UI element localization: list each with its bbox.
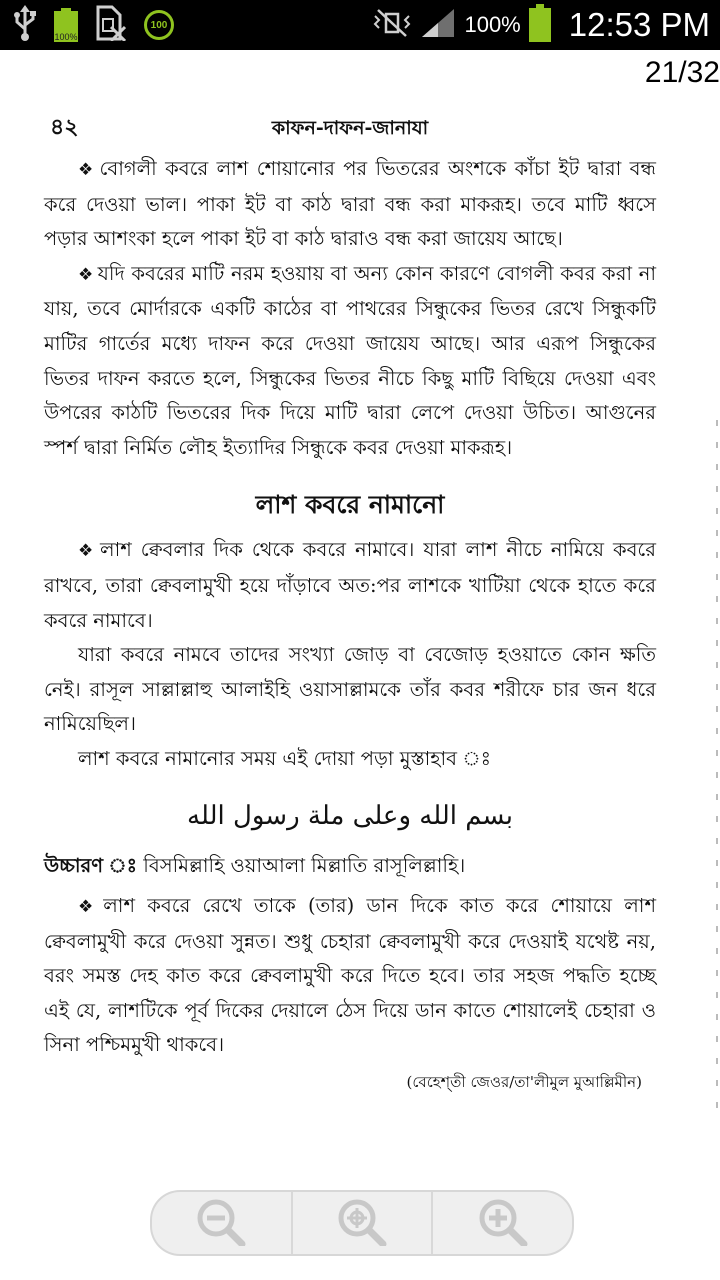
bullet-icon: ❖ [78, 264, 94, 285]
battery-icon [529, 4, 551, 46]
paragraph [44, 533, 656, 638]
zoom-controls [150, 1190, 574, 1256]
source-citation: (বেহেশ্‌তী জেওর/তা'লীমুল মুআল্লিমীন) [406, 1073, 642, 1092]
battery-percent: 100% [464, 12, 521, 37]
sync-100-icon [144, 10, 174, 40]
paragraph-text: বোগলী কবরে লাশ শোয়ানোর পর ভিতরের অংশকে কাঁচা ইট দ্বারা বন্ধ করে দেওয়া ভাল। পাকা ইট বা কাঠ দ্বারা বন্ধ করা মাকরূহ। তবে মাটি ধ্বসে পড়ার আশংকা হলে পাকা ইট বা কাঠ দ্বারাও বন্ধ করা জায়েয আছে। [44, 157, 656, 251]
paragraph [44, 742, 656, 777]
page-counter: 21/32 [644, 56, 720, 89]
zoom-in-icon [476, 1196, 530, 1250]
paragraph-text: লাশ কবরে নামানোর সময় এই দোয়া পড়া মুস্তাহাব ঃ [78, 746, 492, 770]
paragraph [44, 257, 656, 466]
page-header [44, 100, 656, 152]
page-number: ৪২ [50, 114, 79, 140]
bullet-icon: ❖ [78, 160, 96, 180]
signal-icon [420, 7, 456, 43]
running-title: কাফন-দাফন-জানাযা [271, 117, 429, 139]
usb-icon [14, 5, 36, 45]
clock: 12:53 PM [568, 6, 710, 43]
pronunciation-label: উচ্চারণ ঃ [44, 853, 138, 877]
bullet-icon: ❖ [78, 897, 100, 918]
zoom-out-button[interactable] [152, 1192, 293, 1254]
pronunciation [44, 849, 656, 884]
zoom-out-icon [194, 1196, 248, 1250]
paragraph [44, 152, 656, 257]
bullet-icon: ❖ [78, 541, 97, 562]
zoom-reset-button[interactable] [293, 1192, 434, 1254]
paragraph-text: লাশ ক্বেবলার দিক থেকে কবরে নামাবে। যারা লাশ নীচে নামিয়ে কবরে রাখবে, তারা ক্বেবলামুখী হয়ে দাঁড়াবে অত:পর লাশকে খাটিয়া থেকে হাতে করে কবরে নামাবে। [44, 538, 656, 632]
battery-charging-icon [54, 8, 78, 42]
zoom-in-button[interactable] [433, 1192, 572, 1254]
paragraph [44, 889, 656, 1063]
paragraph-text: যদি কবরের মাটি নরম হওয়ায় বা অন্য কোন কারণে বোগলী কবর করা না যায়, তবে মোর্দারকে একটি কাঠের বা পাথরের সিন্ধুকের ভিতর রেখে সিন্ধুকটি মাটির গার্তের মধ্যে দাফন করে দেওয়া জায়েয আছে। আর এরূপ সিন্ধুকের ভিতর দাফন করতে হলে, সিন্ধুকের ভিতর নীচে কিছু মাটি বিছিয়ে দেওয়া এবং উপরের কাঠটি ভিতরের দিক দিয়ে মাটি দ্বারা লেপে দেওয়া উচিত। আগুনের স্পর্শ দ্বারা নির্মিত লৌহ ইত্যাদির সিন্ধুকে কবর দেওয়া মাকরূহ। [44, 261, 656, 459]
document-page[interactable] [44, 100, 656, 1097]
paragraph [44, 638, 656, 742]
status-bar [0, 0, 720, 50]
sim-blocked-icon [96, 5, 126, 45]
mute-vibrate-icon [372, 8, 412, 42]
paragraph-text: যারা কবরে নামবে তাদের সংখ্যা জোড় বা বেজোড় হওয়াতে কোন ক্ষতি নেই। রাসূল সাল্লাল্লাহু আলাইহি ওয়াসাল্লামকে তাঁর কবর শরীফে চার জন ধরে নামিয়েছিল। [44, 643, 656, 736]
section-heading: লাশ কবরে নামানো [255, 490, 445, 520]
pronunciation-text: বিসমিল্লাহি ওয়াআলা মিল্লাতি রাসূলিল্লাহি। [143, 853, 466, 877]
system-icons [372, 0, 710, 50]
battery-small-label: 100% [54, 32, 78, 42]
notification-icons [14, 6, 174, 44]
arabic-dua: بسم الله وعلى ملة رسول الله [187, 800, 513, 831]
sync-badge-text: 100 [150, 19, 168, 31]
scan-edge-marks [716, 420, 718, 1120]
paragraph-text: লাশ কবরে রেখে তাকে (তার) ডান দিকে কাত করে শোয়ায়ে লাশ ক্বেবলামুখী করে দেওয়া সুন্নত। শুধু চেহারা ক্বেবলামুখী করে দেওয়াই যথেষ্ট নয়, বরং সমস্ত দেহ কাত করে ক্বেবলামুখী করে দিতে হবে। তার সহজ পদ্ধতি হচ্ছে এই যে, লাশটিকে পূর্ব দিকের দেয়ালে ঠেস দিয়ে ডান কাতে শোয়ালেই চেহারা ও সিনা পশ্চিমমুখী থাকবে। [44, 894, 656, 1057]
zoom-reset-icon [335, 1196, 389, 1250]
